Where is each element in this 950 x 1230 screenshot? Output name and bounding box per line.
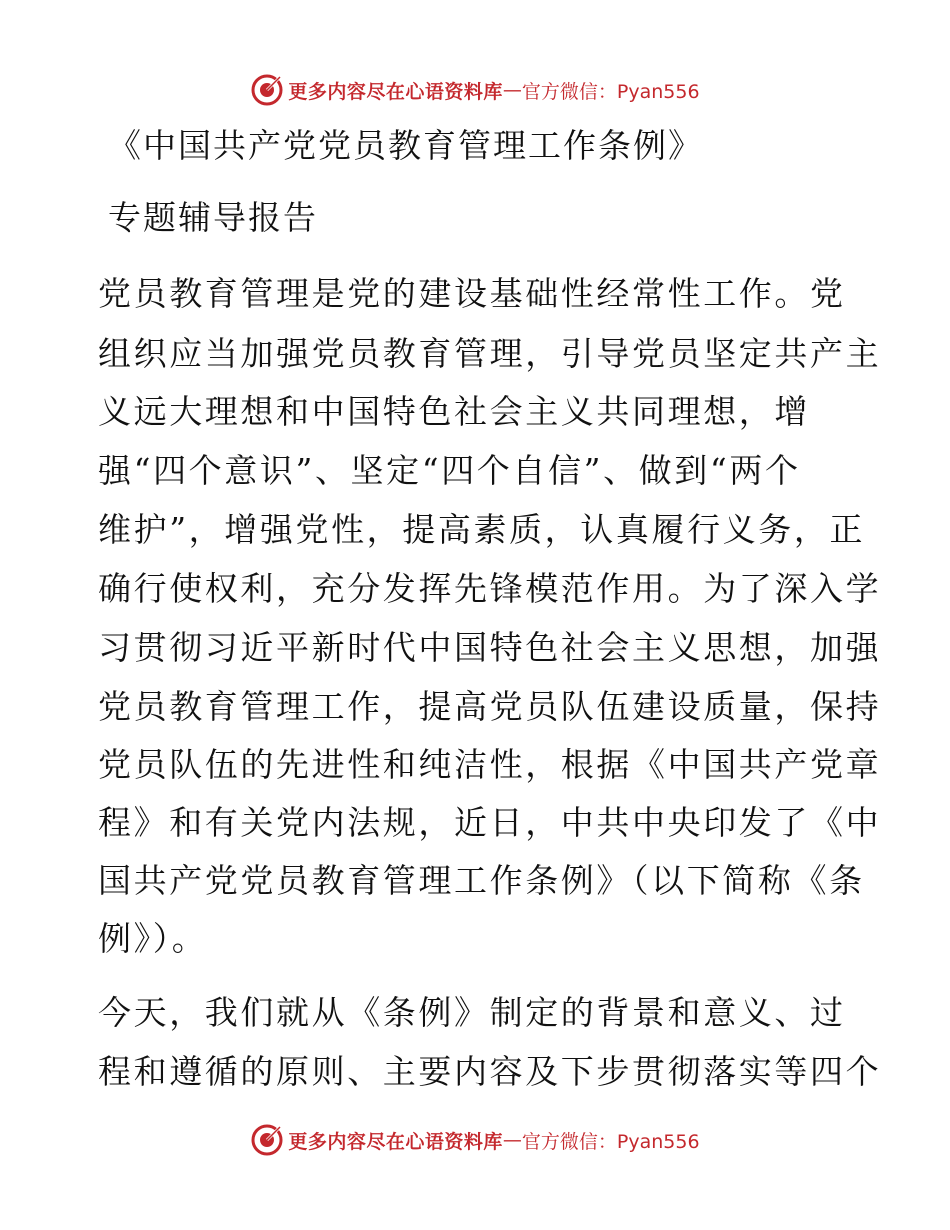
paragraph-line: 维护”，增强党性，提高素质，认真履行义务，正 bbox=[98, 510, 866, 549]
paragraph-line: 程》和有关党内法规，近日，中共中央印发了《中 bbox=[98, 803, 882, 842]
paragraph-line: 确行使权利，充分发挥先锋模范作用。为了深入学 bbox=[98, 569, 882, 608]
logo-icon bbox=[250, 1123, 284, 1157]
watermark-text: 更多内容尽在心语资料库 bbox=[288, 80, 503, 103]
watermark-separator: — bbox=[502, 79, 522, 101]
paragraph-line: 今天，我们就从《条例》制定的背景和意义、过 bbox=[98, 993, 846, 1032]
logo-icon bbox=[250, 73, 284, 107]
watermark-wechat: 官方微信：Pyan556 bbox=[521, 80, 700, 103]
paragraph-line: 国共产党党员教育管理工作条例》（以下简称《条 bbox=[98, 861, 865, 900]
document-subtitle: 专题辅导报告 bbox=[108, 198, 318, 237]
paragraph-line: 党员教育管理工作，提高党员队伍建设质量，保持 bbox=[98, 687, 882, 726]
paragraph-line: 组织应当加强党员教育管理，引导党员坚定共产主 bbox=[98, 334, 882, 373]
footer-watermark bbox=[0, 1120, 950, 1160]
paragraph-line: 例》）。 bbox=[98, 919, 208, 958]
watermark-separator: — bbox=[502, 1129, 522, 1151]
watermark-wechat: 官方微信：Pyan556 bbox=[521, 1130, 700, 1153]
paragraph-line: 习贯彻习近平新时代中国特色社会主义思想，加强 bbox=[98, 628, 882, 667]
paragraph-line: 党员教育管理是党的建设基础性经常性工作。党 bbox=[98, 274, 846, 313]
header-watermark bbox=[0, 70, 950, 110]
document-title: 《中国共产党党员教育管理工作条例》 bbox=[108, 126, 703, 165]
paragraph-line: 党员队伍的先进性和纯洁性，根据《中国共产党章 bbox=[98, 745, 882, 784]
watermark-text: 更多内容尽在心语资料库 bbox=[288, 1130, 503, 1153]
paragraph-line: 强“四个意识”、坚定“四个自信”、做到“两个 bbox=[98, 451, 801, 490]
paragraph-line: 程和遵循的原则、主要内容及下步贯彻落实等四个 bbox=[98, 1052, 882, 1091]
paragraph-line: 义远大理想和中国特色社会主义共同理想，增 bbox=[98, 392, 810, 431]
